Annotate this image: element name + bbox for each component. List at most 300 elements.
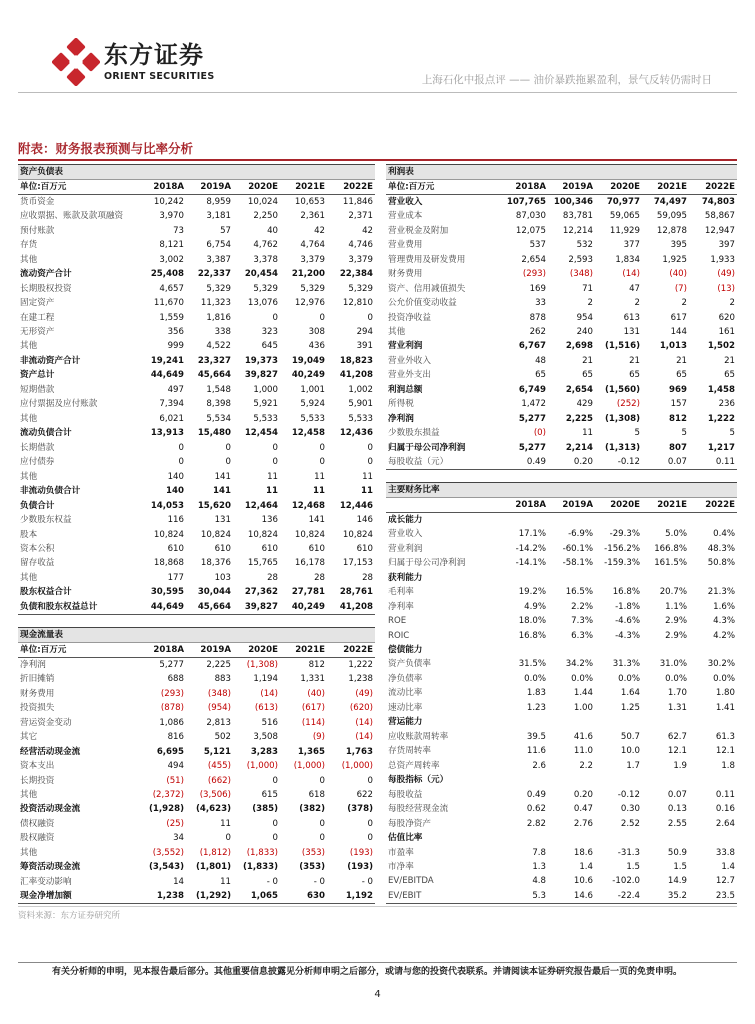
cell-value: 169 [529,283,546,294]
table-row [18,397,375,411]
cell-value: 10,242 [153,197,184,207]
table-row [386,816,737,830]
table-row [18,556,375,570]
table-row [18,773,375,787]
cell-value: 0 [367,457,373,468]
cell-value [548,643,595,657]
row-label: 现金净增加额 [18,889,139,904]
cell-value: 61.3 [715,731,735,742]
cell-value: (14) [622,269,640,280]
cell-value: 1,013 [659,341,687,352]
cell-value: 65 [629,370,640,381]
section-row [386,773,737,787]
table-row [386,759,737,773]
unit-label: 单位:百万元 [386,180,501,195]
cell-value: 1,559 [159,312,184,323]
cell-value: 141 [308,515,325,526]
cell-value: 1.41 [715,702,735,713]
table-title: 利润表 [386,165,501,180]
table-header-row [18,643,375,658]
cell-value: 5,533 [300,413,325,424]
cell-value: 2.2% [571,601,593,612]
cell-value: 8,959 [206,197,231,207]
cell-value: - 0 [313,876,325,887]
cell-value: 100,346 [553,197,593,207]
cell-value: 610 [214,544,231,555]
cell-value: 532 [576,240,593,251]
cell-value: 31.5% [518,659,546,670]
cell-value: 1,194 [253,674,278,685]
cell-value: 59,065 [609,211,640,222]
year-header: 2019A [186,180,233,195]
disclaimer: 有关分析师的申明，见本报告最后部分。其他重要信息披露见分析师申明之后部分，或请与您的投资代表联系。并请阅读本证券研究报告最后一页的免责申明。 [52,967,683,977]
cell-value: (3,506) [199,789,231,800]
cell-value: 1,217 [707,442,735,453]
cell-value: -159.3% [604,558,640,569]
year-header: 2020E [595,498,642,513]
section-title: 附表：财务报表预测与比率分析 [18,141,194,156]
cell-value: 0 [272,457,278,468]
cell-value [595,773,642,787]
cell-value: (353) [299,862,325,873]
table-row [18,672,375,686]
cell-value: 11.6 [526,746,546,757]
cell-value: 1,834 [615,254,640,265]
cell-value: 45,664 [197,370,231,381]
cell-value: 16.5% [565,587,593,598]
cell-value: 28,761 [339,587,373,598]
row-label: 汇率变动影响 [20,876,72,887]
table-row [386,585,737,599]
cell-value: 2.9% [665,616,687,627]
cell-value: 0 [319,833,325,844]
cell-value [642,643,689,657]
row-label: 筹资活动现金流 [20,862,81,873]
cell-value: 999 [167,341,184,352]
cell-value: 140 [167,471,184,482]
row-label: 股权融资 [20,833,55,844]
cell-value: 356 [167,326,184,337]
cell-value [642,570,689,584]
cell-value: 497 [167,384,184,395]
cell-value: 12,454 [244,428,278,439]
cell-value [689,513,737,528]
cell-value: (620) [349,703,373,714]
cell-value: 35.2 [642,889,689,904]
cell-value: - 0 [266,876,278,887]
cell-value: 812 [308,660,325,670]
row-label: 营业外支出 [388,370,431,381]
cell-value: 1,472 [521,399,546,410]
cell-value: 166.8% [654,543,687,554]
cell-value: 11 [220,876,231,887]
cell-value: (293) [522,269,546,280]
cell-value: 0 [367,833,373,844]
row-label: EV/EBITDA [388,876,434,887]
cell-value: 11 [314,471,325,482]
table-row [386,787,737,801]
cell-value: 2.6 [532,760,546,771]
cell-value: 3,002 [159,254,184,265]
cell-value: 0 [367,312,373,323]
row-label: 其他 [20,413,38,424]
cell-value: 0 [367,442,373,453]
cell-value: 4.9% [524,601,546,612]
cell-value: 50.7 [620,731,640,742]
table-row [386,889,737,904]
cell-value: 21 [676,355,687,366]
cell-value: 1,925 [662,254,687,265]
table-row [18,701,375,715]
cell-value: (4,623) [195,804,231,815]
cell-value: 1.70 [667,688,687,699]
cell-value: 4,746 [348,240,373,251]
title-filler [501,483,548,498]
cell-value: 21 [724,355,735,366]
row-label: 其他 [20,471,38,482]
table-row [386,354,737,368]
cell-value: 1,933 [710,254,735,265]
cell-value: 1,238 [348,674,373,685]
cell-value: (1,516) [604,341,640,352]
row-label: 营运资金变动 [20,717,72,728]
cell-value: 103 [214,572,231,583]
cell-value: 5,534 [206,413,231,424]
cell-value: 17,153 [342,558,373,569]
table-row [18,715,375,729]
cell-value: 1.31 [667,702,687,713]
row-label: 其他 [20,572,38,583]
cell-value: 141 [214,471,231,482]
row-label: 资产总计 [20,370,55,381]
cell-value: 610 [308,544,325,555]
cell-value: (1,000) [293,761,325,772]
cell-value: 12,436 [339,428,373,439]
cell-value: 2,225 [206,660,231,670]
cell-value: 2,361 [300,211,325,222]
cell-value: (13) [717,283,735,294]
table-row [386,383,737,397]
cell-value: 30.2% [707,659,735,670]
table-row [18,469,375,483]
title-filler [501,165,548,180]
cell-value: 22,337 [197,269,231,280]
cell-value: -4.6% [615,616,640,627]
cell-value [548,831,595,845]
cell-value: 1,222 [348,660,373,670]
row-label: 长期股权投资 [20,283,72,294]
cell-value: 1.4 [721,862,735,873]
cell-value: 11 [313,486,325,497]
cell-value: -60.1% [562,543,593,554]
cell-value: 8,121 [159,240,184,251]
cell-value: 0 [319,775,325,786]
table-row [386,267,737,281]
cell-value: 12,075 [515,225,546,236]
table-row [18,658,375,673]
cell-value: 240 [576,326,593,337]
cell-value: (14) [260,688,278,699]
cell-value: 0.07 [642,455,689,470]
cell-value: 5.3 [501,889,548,904]
table-row [18,223,375,237]
cell-value: 2 [634,298,640,309]
cell-value: -6.9% [568,529,593,540]
title-filler [689,165,737,180]
row-label: 其他 [20,789,38,800]
cell-value: 2.9% [665,630,687,641]
cell-value: 2,813 [206,717,231,728]
cell-value: 617 [670,312,687,323]
brand-name-en: ORIENT SECURITIES [104,71,215,82]
table-row [18,600,375,615]
year-header: 2022E [327,643,375,658]
cell-value: 14.6 [548,889,595,904]
cell-value [501,773,548,787]
row-label: 偿债能力 [388,644,423,655]
cell-value: 2,214 [565,442,593,453]
cell-value: 11 [362,471,373,482]
cell-value: 19,049 [291,355,325,366]
row-label: 营业收入 [388,197,423,207]
cell-value: 50.8% [707,558,735,569]
cell-value: 40 [267,225,278,236]
cell-value: 2.82 [526,818,546,829]
table-row [18,209,375,223]
cell-value: 6,021 [159,413,184,424]
cell-value: 5 [634,428,640,439]
cell-value: 41,208 [327,600,375,615]
cell-value: 20.7% [659,587,687,598]
table-title: 现金流量表 [18,628,139,643]
year-header: 2020E [595,180,642,195]
row-label: 非流动资产合计 [20,355,81,366]
cell-value: 18,823 [339,355,373,366]
cell-value: 2 [729,298,735,309]
table-row [386,252,737,266]
cell-value: 2.55 [667,818,687,829]
cell-value: 1,192 [327,889,375,904]
section-row [386,570,737,584]
cell-value: 6,754 [206,240,231,251]
cell-value: 4.2% [713,630,735,641]
unit-label: 单位:百万元 [18,643,139,658]
cell-value: (3,543) [148,862,184,873]
cell-value: 5 [729,428,735,439]
cell-value: 1,065 [233,889,280,904]
cell-value: 11,929 [609,225,640,236]
cell-value: 107,765 [506,197,546,207]
page-number: 4 [374,989,381,1000]
table-row [386,310,737,324]
row-label: 固定资产 [20,298,55,309]
row-label: 净利率 [388,601,414,612]
cell-value: 395 [670,240,687,251]
cell-value: 12.1 [715,746,735,757]
cell-value: 0 [272,775,278,786]
table-row [386,657,737,671]
cell-value: 140 [166,486,184,497]
cell-value: 294 [356,326,373,337]
cell-value: 10,824 [153,529,184,540]
table-row [18,426,375,440]
row-label: 速动比率 [388,702,423,713]
table-row [386,628,737,642]
table-row [18,281,375,295]
table-row [18,585,375,599]
title-filler [233,165,280,180]
cell-value: (385) [252,804,278,815]
cell-value: 2 [681,298,687,309]
table-row [18,686,375,700]
cell-value: (25) [166,818,184,829]
cell-value: 11 [266,486,278,497]
cell-value: 10.0 [620,746,640,757]
cell-value: 323 [261,326,278,337]
table-title-row [18,628,375,643]
cell-value: 1.5 [673,862,687,873]
table-row [18,441,375,455]
row-label: 公允价值变动收益 [388,298,457,309]
cell-value: 30,044 [197,587,231,598]
cell-value: 136 [261,515,278,526]
cell-value: (1,801) [195,862,231,873]
table-row [386,426,737,440]
report-title: 上海石化中报点评 —— 油价暴跌拖累盈利，景气反转仍需时日 [421,74,712,86]
table-row [18,195,375,210]
cell-value: (1,812) [199,847,231,858]
cell-value: 3,379 [348,254,373,265]
cell-value: 5 [681,428,687,439]
row-label: 应收账款周转率 [388,731,449,742]
cell-value: 10,824 [342,529,373,540]
table-row [386,744,737,758]
cell-value: 39,827 [233,600,280,615]
cell-value: 0 [319,818,325,829]
cell-value: 1,816 [206,312,231,323]
cell-value: 11 [267,471,278,482]
table-title: 资产负债表 [18,165,139,180]
table-row [18,412,375,426]
cell-value: 2.64 [715,818,735,829]
table-row [386,209,737,223]
table-row [386,223,737,237]
row-label: 资本支出 [20,761,55,772]
row-label: 留存收益 [20,558,55,569]
cell-value: 262 [529,326,546,337]
cell-value: 5,329 [300,283,325,294]
row-label: 在建工程 [20,312,55,323]
cell-value: 2,225 [565,413,593,424]
cell-value: 22,384 [339,269,373,280]
year-header: 2019A [186,643,233,658]
cell-value: 0.30 [620,804,640,815]
cell-value: 0.62 [526,804,546,815]
cell-value: (1,560) [604,384,640,395]
cell-value: 41,208 [339,370,373,381]
cell-value [501,643,548,657]
cell-value: 645 [261,341,278,352]
table-row [386,195,737,210]
cell-value [595,831,642,845]
table-row [18,788,375,802]
cell-value: 1,222 [707,413,735,424]
table-row [18,267,375,281]
row-label: 净利润 [20,660,46,670]
cell-value: (378) [347,804,373,815]
cell-value: -1.8% [615,601,640,612]
cell-value: 12,446 [339,500,373,511]
cell-value: 4,764 [300,240,325,251]
cell-value: 236 [718,399,735,410]
cell-value: 1,086 [159,717,184,728]
row-label: 归属于母公司净利润 [388,558,466,569]
income-statement-table [386,164,737,470]
title-filler [280,165,327,180]
cell-value: 2.76 [573,818,593,829]
row-label: 投资净收益 [388,312,431,323]
cell-value: 21 [582,355,593,366]
cell-value [642,513,689,528]
cell-value: 42 [314,225,325,236]
cell-value: 6,767 [518,341,546,352]
source-divider [18,906,737,907]
cell-value: (49) [717,269,735,280]
row-label: 其他 [20,254,38,265]
cell-value: 5.0% [665,529,687,540]
cell-value [501,513,548,528]
cell-value: 10,824 [294,529,325,540]
cell-value: 1,002 [348,384,373,395]
table-row [18,875,375,889]
row-label: 应付票据及应付账款 [20,399,98,410]
cell-value: 494 [167,761,184,772]
year-header: 2021E [280,643,327,658]
cell-value: 11 [361,486,373,497]
cell-value: (878) [160,703,184,714]
cell-value: 0.49 [501,455,548,470]
row-label: EV/EBIT [386,889,501,904]
table-row [18,339,375,353]
cell-value: 33.8 [715,847,735,858]
cell-value: 630 [280,889,327,904]
table-row [18,354,375,368]
row-label: 短期借款 [20,384,55,395]
cell-value [689,570,737,584]
row-label: 长期投资 [20,775,55,786]
row-label: 利润总额 [388,384,423,395]
cell-value: 7.3% [571,616,593,627]
row-label: 营业利润 [388,543,423,554]
cell-value: 161.5% [654,558,687,569]
table-row [18,831,375,845]
cell-value: 3,283 [250,746,278,757]
brand-name-cn: 东方证券 [104,41,204,69]
cell-value: 1,502 [707,341,735,352]
cell-value: 30,595 [150,587,184,598]
row-label: 每股收益（元） [386,455,501,470]
cell-value: 1,331 [300,674,325,685]
cell-value: 1.23 [526,702,546,713]
table-row [18,759,375,773]
row-label: 股东权益合计 [20,587,72,598]
cell-value: 0 [178,442,184,453]
table-row [18,802,375,816]
cell-value: 27,362 [244,587,278,598]
cell-value: 45,664 [186,600,233,615]
cell-value [548,773,595,787]
cell-value: 34.2% [565,659,593,670]
